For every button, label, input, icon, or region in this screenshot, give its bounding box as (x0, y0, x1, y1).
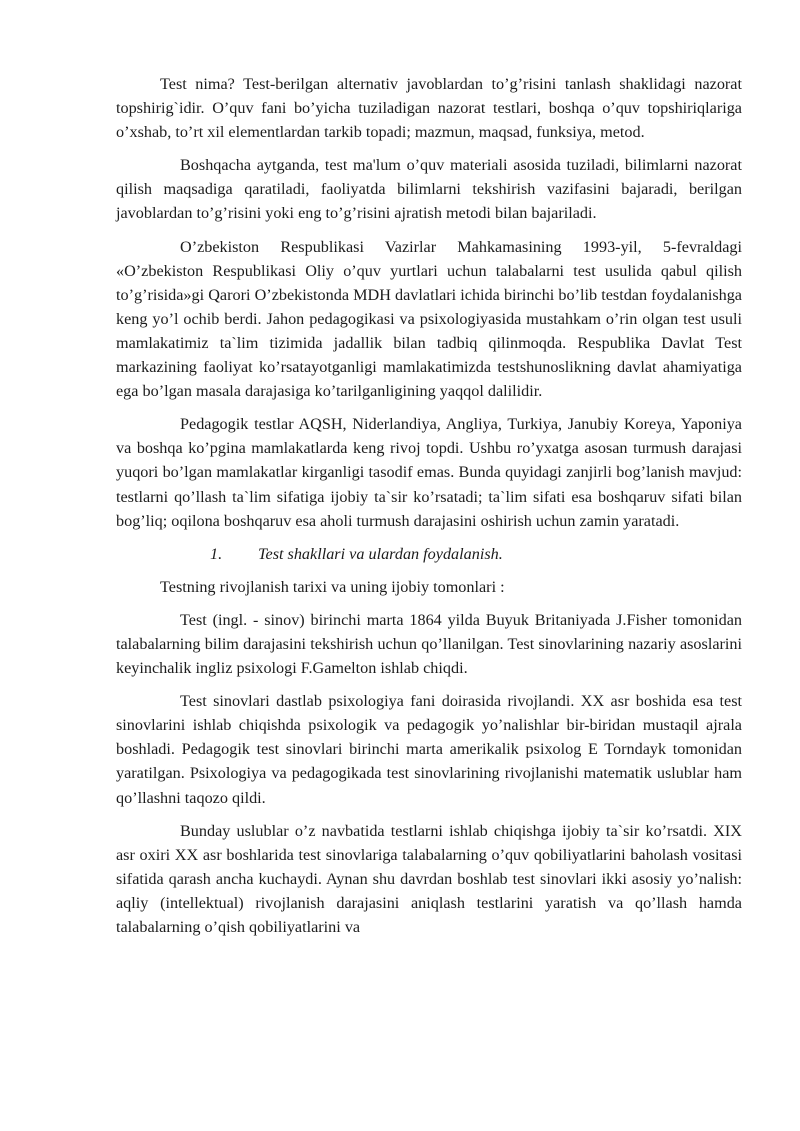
subheading: Testning rivojlanish tarixi va uning ijobiy tomonlari : (160, 577, 505, 596)
paragraph-test-explanation: Boshqacha aytganda, test ma'lum o’quv materiali asosida tuziladi, bilimlarni nazorat qilish maqsadiga qaratiladi, faoliyatda bilimlarni tekshirish vazifasini bajaradi, berilgan javoblardan to’g’risini yoki eng to’g’risini ajratish metodi bilan bajariladi. (116, 156, 742, 223)
paragraph-government-decree: O’zbekiston Respublikasi Vazirlar Mahkamasining 1993-yil, 5-fevraldagi «O’zbekiston Respublikasi Oliy o’quv yurtlari uchun talabalarni test usulida qabul qilish to’g’risida»gi Qarori O’zbekistonda MDH davlatlari ichida birinchi bo’lib testdan foydalanishga keng yo’l ochib berdi. Jahon pedagogikasi va psixologiyasida mustahkam o’rin olgan test usuli mamlakatimiz ta`lim tizimida jadallik bilan tadbiq qilinmoqda. Respublika Davlat Test markazining faoliyat ko’rsatayotganligi mamlakatimizda testshunoslikning davlat ahamiyatiga ega bo’lgan masala darajasiga ko’tarilganligining yaqqol dalilidir. (116, 237, 742, 401)
paragraph-test-history: Test (ingl. - sinov) birinchi marta 1864 yilda Buyuk Britaniyada J.Fisher tomonidan talabalarning bilim darajasini tekshirish uchun qo’llanilgan. Test sinovlarining nazariy asoslarini keyinchalik ingliz psixologi F.Gamelton ishlab chiqdi. (116, 610, 742, 678)
paragraph-international-use: Pedagogik testlar AQSH, Niderlandiya, Angliya, Turkiya, Janubiy Koreya, Yaponiya va boshqa ko’pgina mamlakatlarda keng rivoj topdi. Ushbu ro’yxatga asosan turmush darajasi yuqori bo’lgan mamlakatlar kirganligi tasodif emas. Bunda quyidagi zanjirli bog’lanish mavjud: testlarni qo’llash ta`lim sifatiga ijobiy ta`sir ko’rsatadi; ta`lim sifati esa boshqaruv sifati bilan bog’liq; oqilona boshqaruv esa aholi turmush darajasini oshirish uchun zamin yaratadi. (116, 415, 742, 530)
section-heading-text: Test shakllari va ulardan foydalanish. (258, 544, 503, 563)
paragraph-psychology-development: Test sinovlari dastlab psixologiya fani doirasida rivojlandi. XX asr boshida esa test sinovlarini ishlab chiqishda psixologik va pedagogik yo’nalishlar bir-biridan mustaqil ajrala boshladi. Pedagogik test sinovlari birinchi marta amerikalik psixolog E Torndayk tomonidan yaratilgan. Psixologiya va pedagogikada test sinovlarining rivojlanishi matematik uslublar ham qo’llashni taqozo qildi. (116, 692, 742, 807)
paragraph-test-definition: Test nima? Test-berilgan alternativ javoblardan to’g’risini tanlash shaklidagi nazorat topshirig`idir. O’quv fani bo’yicha tuziladigan nazorat testlari, boshqa o’quv topshiriqlariga o’xshab, to’rt xil elementlardan tarkib topadi; mazmun, maqsad, funksiya, metod. (116, 75, 742, 142)
paragraph-methods-influence: Bunday uslublar o’z navbatida testlarni ishlab chiqishga ijobiy ta`sir ko’rsatdi. XIX asr oxiri XX asr boshlarida test sinovlariga talabalarning o’quv qobiliyatlarini baholash vositasi sifatida qarash ancha kuchaydi. Aynan shu davrdan boshlab test sinovlari ikki asosiy yo’nalish: aqliy (intellektual) rivojlanish darajasini aniqlash testlarini yaratish va qo’llash hamda talabalarning o’qish qobiliyatlarini va (116, 821, 742, 936)
section-heading (116, 542, 742, 566)
section-heading-number: 1. (210, 544, 223, 563)
document-body (116, 72, 742, 948)
